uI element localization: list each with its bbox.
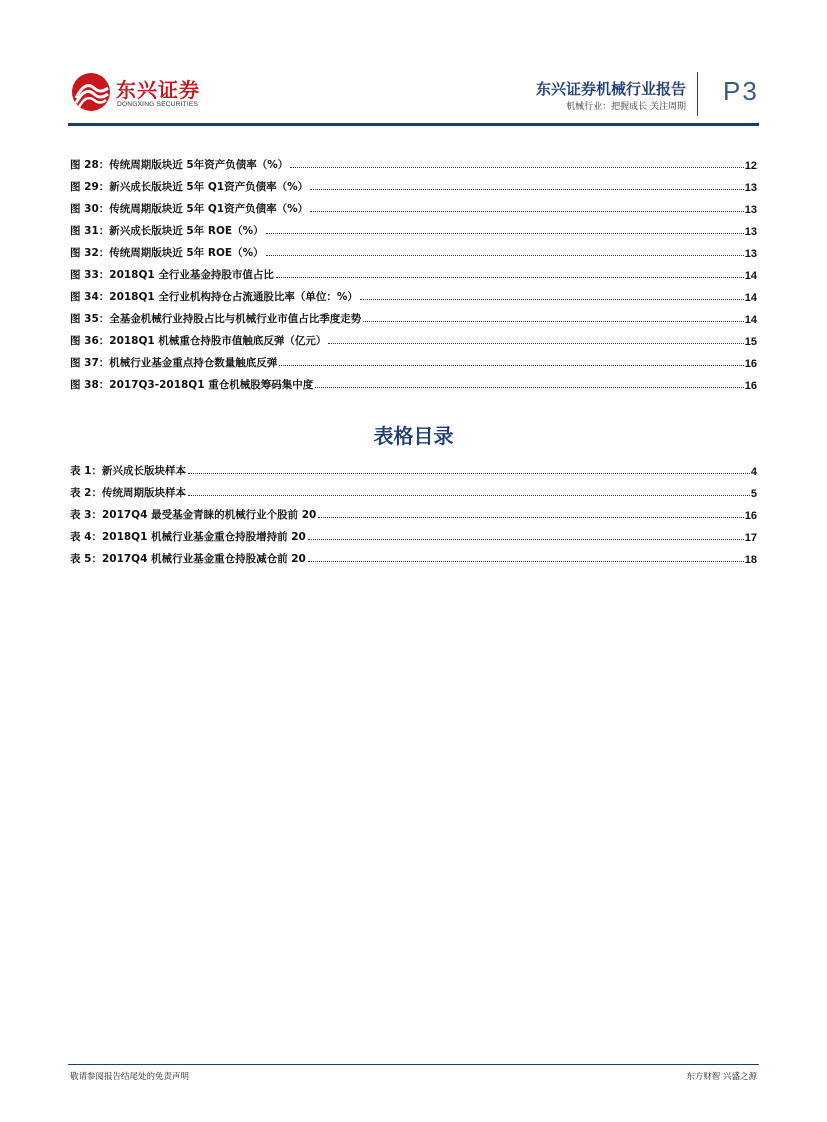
dot-leader (266, 255, 744, 256)
toc-entry-label: 图 31：新兴成长版块近 5年 ROE（%） (70, 225, 264, 237)
toc-entry-page: 16 (744, 380, 757, 392)
footer-disclaimer: 敬请参阅报告结尾处的免责声明 (70, 1072, 190, 1082)
toc-entry-page: 15 (744, 336, 757, 348)
table-toc-row[interactable] (70, 456, 757, 478)
toc-entry-label: 图 37：机械行业基金重点持仓数量触底反弹 (70, 357, 278, 369)
figure-toc-row[interactable] (70, 370, 757, 392)
toc-entry-label: 表 2：传统周期版块样本 (70, 487, 186, 499)
toc-entry-label: 表 3：2017Q4 最受基金青睐的机械行业个股前 20 (70, 509, 317, 521)
dot-leader (315, 387, 744, 388)
dot-leader (308, 561, 744, 562)
page-number: P3 (723, 76, 759, 106)
toc-entry-page: 13 (744, 226, 757, 238)
dot-leader (188, 495, 750, 496)
toc-entry-label: 表 4：2018Q1 机械行业基金重仓持股增持前 20 (70, 531, 306, 543)
toc-entry-label: 图 29：新兴成长版块近 5年 Q1资产负债率（%） (70, 181, 309, 193)
toc-entry-label: 图 28：传统周期版块近 5年资产负债率（%） (70, 159, 289, 171)
toc-entry-page: 16 (744, 510, 757, 522)
toc-entry-page: 18 (744, 554, 757, 566)
dot-leader (328, 343, 743, 344)
table-toc-row[interactable] (70, 478, 757, 500)
toc-entry-label: 图 32：传统周期版块近 5年 ROE（%） (70, 247, 264, 259)
figure-toc-row[interactable] (70, 150, 757, 172)
figure-list (70, 150, 757, 392)
logo-chinese-name: 东兴证券 (116, 78, 200, 102)
toc-entry-label: 图 35：全基金机械行业持股占比与机械行业市值占比季度走势 (70, 313, 362, 325)
figure-toc-row[interactable] (70, 172, 757, 194)
toc-entry-page: 12 (744, 160, 757, 172)
company-logo (70, 70, 200, 116)
dot-leader (310, 189, 744, 190)
toc-entry-label: 图 30：传统周期版块近 5年 Q1资产负债率（%） (70, 203, 309, 215)
toc-entry-label: 图 36：2018Q1 机械重仓持股市值触底反弹（亿元） (70, 335, 327, 347)
logo-english-name: DONGXING SECURITIES (117, 101, 199, 108)
toc-entry-page: 14 (744, 270, 757, 282)
figure-toc-row[interactable] (70, 194, 757, 216)
dongxing-logo-icon (70, 72, 112, 112)
toc-entry-page: 13 (744, 204, 757, 216)
tables-section-title: 表格目录 (373, 424, 454, 448)
toc-entry-label: 表 1：新兴成长版块样本 (70, 465, 186, 477)
toc-entry-label: 图 34：2018Q1 全行业机构持仓占流通股比率（单位：%） (70, 291, 358, 303)
dot-leader (363, 321, 743, 322)
figure-toc-row[interactable] (70, 238, 757, 260)
figure-toc-row[interactable] (70, 326, 757, 348)
dot-leader (276, 277, 744, 278)
figure-toc-row[interactable] (70, 260, 757, 282)
toc-entry-page: 13 (744, 248, 757, 260)
figure-toc-row[interactable] (70, 282, 757, 304)
dot-leader (279, 365, 743, 366)
dot-leader (188, 473, 750, 474)
figure-toc-row[interactable] (70, 216, 757, 238)
toc-entry-page: 4 (750, 466, 757, 478)
toc-entry-label: 表 5：2017Q4 机械行业基金重仓持股减仓前 20 (70, 553, 306, 565)
report-subtitle: 机械行业：把握成长 关注周期 (566, 102, 686, 112)
dot-leader (318, 517, 743, 518)
dot-leader (360, 299, 744, 300)
dot-leader (290, 167, 744, 168)
figure-toc-row[interactable] (70, 348, 757, 370)
table-toc-row[interactable] (70, 544, 757, 566)
toc-entry-page: 17 (744, 532, 757, 544)
table-toc-row[interactable] (70, 522, 757, 544)
toc-entry-page: 16 (744, 358, 757, 370)
toc-entry-page: 13 (744, 182, 757, 194)
toc-entry-page: 14 (744, 292, 757, 304)
toc-entry-label: 图 33：2018Q1 全行业基金持股市值占比 (70, 269, 274, 281)
footer-slogan: 东方财智 兴盛之源 (686, 1072, 757, 1082)
table-list (70, 456, 757, 566)
footer-rule (68, 1064, 759, 1065)
dot-leader (310, 211, 744, 212)
toc-entry-page: 14 (744, 314, 757, 326)
toc-entry-page: 5 (750, 488, 757, 500)
header-divider (697, 72, 698, 116)
dot-leader (266, 233, 744, 234)
dot-leader (308, 539, 744, 540)
table-toc-row[interactable] (70, 500, 757, 522)
header-rule (68, 123, 759, 126)
toc-entry-label: 图 38：2017Q3-2018Q1 重仓机械股筹码集中度 (70, 379, 314, 391)
report-title: 东兴证券机械行业报告 (535, 80, 686, 98)
figure-toc-row[interactable] (70, 304, 757, 326)
